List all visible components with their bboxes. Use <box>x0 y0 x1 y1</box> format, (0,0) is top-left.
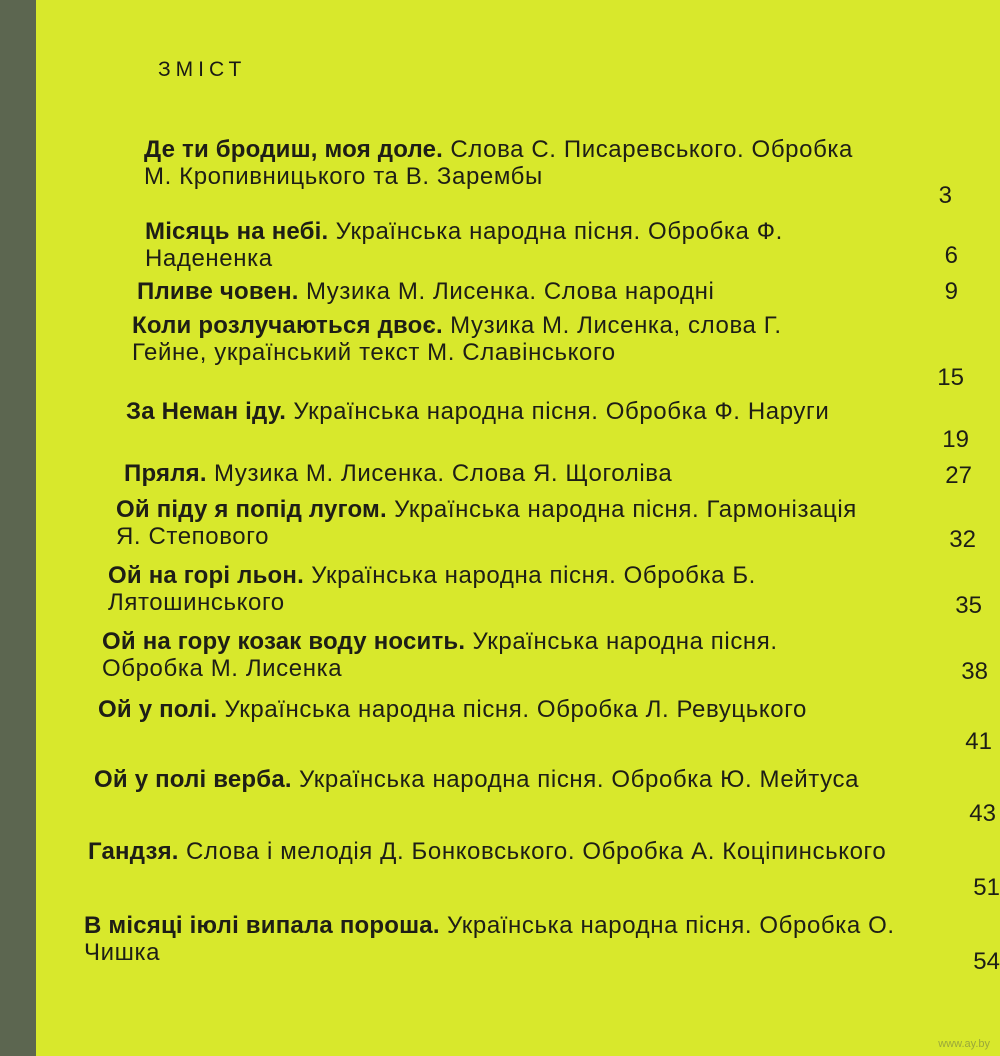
toc-entry <box>137 278 897 305</box>
toc-entry <box>102 628 882 682</box>
page-number: 6 <box>944 242 958 269</box>
toc-entry <box>144 136 864 190</box>
toc-entry <box>116 496 876 550</box>
page-number: 32 <box>949 526 976 553</box>
song-title: Місяць на небі. <box>145 218 329 245</box>
page-number: 38 <box>961 658 988 685</box>
page-number: 35 <box>955 592 982 619</box>
toc-entry <box>94 766 894 793</box>
song-credits: Слова і мелодія Д. Бонковського. Обробка А. Коціпинського <box>185 838 887 865</box>
song-credits: Українська народна пісня. Обробка Ф. Надененка <box>145 218 783 272</box>
song-title: Гандзя. <box>88 838 179 865</box>
song-credits: Музика М. Лисенка. Слова Я. Щоголіва <box>214 460 673 487</box>
song-title: Де ти бродиш, моя доле. <box>144 136 444 163</box>
song-title: Коли розлучаються двоє. <box>132 312 443 339</box>
toc-entry <box>124 460 904 487</box>
song-credits: Українська народна пісня. Обробка М. Лисенка <box>102 628 778 682</box>
song-credits: Слова С. Писаревського. Обробка М. Кропивницького та В. Зарембы <box>144 136 853 190</box>
page-number: 41 <box>965 728 992 755</box>
song-credits: Українська народна пісня. Обробка Л. Ревуцького <box>224 696 807 723</box>
song-credits: Українська народна пісня. Обробка Ю. Мейтуса <box>299 766 860 793</box>
page-number: 43 <box>969 800 996 827</box>
toc-entry <box>88 838 898 865</box>
song-credits: Українська народна пісня. Гармонізація Я. Степового <box>116 496 857 550</box>
song-credits: Музика М. Лисенка, слова Г. Гейне, український текст М. Славінського <box>132 312 782 366</box>
page-number: 15 <box>937 364 964 391</box>
song-title: Ой у полі верба. <box>94 766 292 793</box>
song-title: Пряля. <box>124 460 207 487</box>
song-credits: Музика М. Лисенка. Слова народні <box>305 278 715 305</box>
page-number: 51 <box>973 874 1000 901</box>
toc-entry <box>132 312 862 366</box>
contents-heading: ЗМІСТ <box>158 58 247 81</box>
song-title: В місяці іюлі випала пороша. <box>84 912 440 939</box>
page-number: 19 <box>942 426 969 453</box>
song-title: Ой у полі. <box>98 696 218 723</box>
song-title: Ой піду я попід лугом. <box>116 496 387 523</box>
song-title: Пливе човен. <box>137 278 299 305</box>
toc-entry <box>84 912 904 966</box>
toc-entry <box>108 562 878 616</box>
page-number: 3 <box>938 182 952 209</box>
song-title: Ой на горі льон. <box>108 562 304 589</box>
toc-entry <box>98 696 888 723</box>
page-number: 54 <box>973 948 1000 975</box>
page-number: 9 <box>944 278 958 305</box>
book-page <box>36 0 1000 1056</box>
song-credits: Українська народна пісня. Обробка Ф. Наруги <box>293 398 830 425</box>
song-credits: Українська народна пісня. Обробка Б. Лятошинського <box>108 562 756 616</box>
toc-entry <box>126 398 866 425</box>
song-credits: Українська народна пісня. Обробка О. Чишка <box>84 912 895 966</box>
page-number: 27 <box>945 462 972 489</box>
watermark: www.ay.by <box>938 1038 990 1050</box>
toc-entry <box>145 218 865 272</box>
song-title: За Неман іду. <box>126 398 287 425</box>
song-title: Ой на гору козак воду носить. <box>102 628 466 655</box>
